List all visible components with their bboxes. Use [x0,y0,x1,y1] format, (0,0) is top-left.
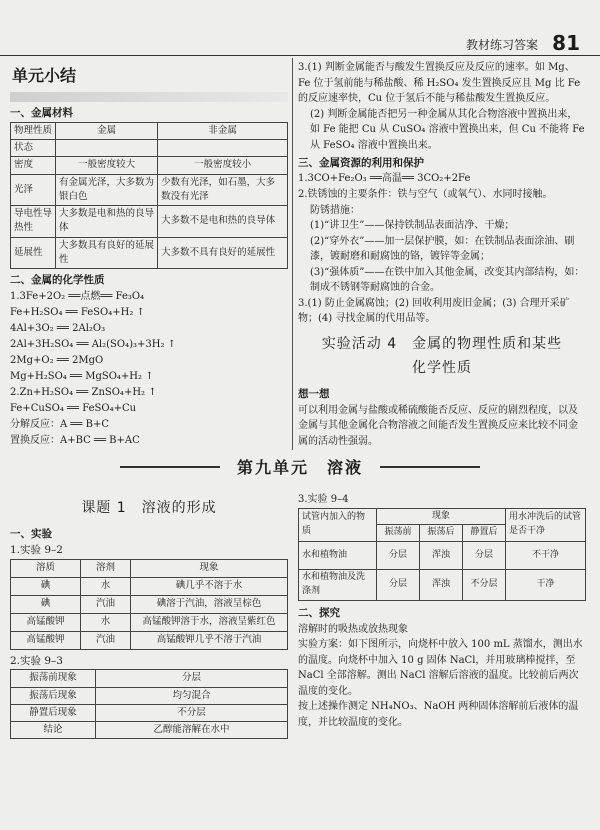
table-row [11,670,288,687]
table-row [11,206,288,238]
cell: 均匀混合 [96,687,288,704]
cell: 大多数不是电和热的良导体 [158,206,288,238]
th: 金属 [56,122,158,139]
table-row [11,140,288,157]
cell: 碘几乎不溶于水 [131,577,288,595]
page-number: 81 [552,31,580,55]
cell: 振荡前现象 [11,670,96,687]
cell: 不干净 [506,542,586,570]
table-row [299,542,586,570]
paragraph: (2) 判断金属能否把另一种金属从其化合物溶液中置换出来，如 Fe 能把 Cu 从 CuSO₄ 溶液中置换出来，但 Cu 不能将 Fe 从 FeSO₄ 溶液中置换出来。 [310,108,585,151]
activity-title-line: 化学性质 [412,359,472,376]
cell: 高锰酸钾几乎不溶于汽油 [131,631,288,649]
paragraph: 溶解时的吸热或放热现象 [298,623,408,635]
cell: 高锰酸钾 [11,613,81,631]
cell: 分层 [377,542,420,570]
th: 试管内加入的物质 [299,508,377,542]
th: 现象 [377,508,506,525]
cell [158,140,288,157]
paragraph: 3.(1) 判断金属能否与酸发生置换反应及反应的速率。如 Mg、Fe 位于氢前能与稀盐酸、稀 H₂SO₄ 发生置换反应且 Mg 比 Fe 的反应速率快，Cu 位于氢后不能与稀盐酸发生置换反应。 [298,62,581,104]
paragraph: (2)“穿外衣”——加一层保护膜，如：在铁制品表面涂油、刷漆，镀耐磨和耐腐蚀的铬，镀锌等金属； [310,235,575,263]
experiment-label: 1.实验 9–2 [10,543,63,556]
table-row [11,157,288,174]
paragraph: 按上述操作测定 NH₄NO₃、NaOH 两种固体溶解前后液体的温度，并比较温度的变化。 [298,701,579,728]
cell: 静置后现象 [11,704,96,721]
equation: Fe+H₂SO₄ ══ FeSO₄+H₂ ↑ [10,306,145,318]
equation: 2.Zn+H₂SO₄ ══ ZnSO₄+H₂ ↑ [10,386,157,398]
lesson-title: 课题 1 溶液的形成 [81,500,217,516]
paragraph: 防锈措施： [310,204,360,216]
equation: 4Al+3O₂ ══ 2Al₂O₃ [10,322,106,334]
table-row [11,704,288,721]
equation: 1.3Fe+2O₂ ══点燃══ Fe₃O₄ [10,290,145,302]
cell: 汽油 [81,631,131,649]
unit-summary-title: 单元小结 [12,66,77,85]
think-heading: 想一想 [298,388,330,401]
cell: 乙醇能溶解在水中 [96,722,288,739]
paragraph: 2.铁锈蚀的主要条件：铁与空气（或氧气）、水同时接触。 [298,189,553,201]
cell: 水 [81,577,131,595]
cell: 干净 [506,570,586,601]
table-row [11,631,288,649]
paragraph: 实验方案：如下图所示，向烧杯中放入 100 mL 蒸馏水，测出水的温度。向烧杯中加入 10 g 固体 NaCl，并用玻璃棒搅拌，至 NaCl 全部溶解。测出 NaCl 溶解后溶液的温度。比较前后两次温度的变化。 [298,639,583,697]
experiment-9-3-table [10,669,288,739]
equation: Fe+CuSO₄ ══ FeSO₄+Cu [10,402,137,414]
cell: 碘溶于汽油，溶液呈棕色 [131,595,288,613]
experiment-9-2-table [10,559,288,650]
paragraph: (1)“讲卫生”——保持铁制品表面洁净、干燥； [310,220,515,232]
right-column-top [298,60,586,449]
cell: 分层 [463,542,506,570]
cell: 碘 [11,595,81,613]
cell: 大多数不具有良好的延展性 [158,237,288,269]
cell: 水 [81,613,131,631]
table-row [11,174,288,206]
cell: 导电性导热性 [11,206,56,238]
right-column-bottom [298,492,586,730]
th: 静置后 [463,525,506,542]
metal-property-table [10,122,288,269]
experiment-label: 3.实验 9–4 [298,494,349,505]
th: 非金属 [158,122,288,139]
cell: 一般密度较大 [56,157,158,174]
th: 现象 [131,559,288,577]
cell: 延展性 [11,237,56,269]
cell: 结论 [11,722,96,739]
cell: 大多数具有良好的延展性 [56,237,158,269]
unit9-title: 第九单元 溶液 [236,458,363,477]
table-row [11,237,288,269]
th: 用水冲洗后的试管是否干净 [506,508,586,542]
section-experiment: 一、实验 [10,528,52,540]
cell: 分层 [96,670,288,687]
equation: 分解反应：A ══ B+C [10,418,109,430]
paragraph: 3.(1) 防止金属腐蚀；(2) 回收利用废旧金属；(3) 合理开采矿物；(4) 寻找金属的代用品等。 [298,297,570,325]
cell: 高锰酸钾溶于水，溶液呈紫红色 [131,613,288,631]
th: 振荡后 [420,525,463,542]
cell: 有金属光泽，大多数为银白色 [56,174,158,206]
title-bar [10,92,288,102]
table-row [11,595,288,613]
table-row [11,577,288,595]
experiment-label: 2.实验 9–3 [10,654,63,667]
cell: 一般密度较小 [158,157,288,174]
page-header [0,26,600,56]
table-row [11,687,288,704]
cell: 水和植物油 [299,542,377,570]
activity-title [298,333,586,381]
equation: 1.3CO+Fe₂O₃ ══高温══ 3CO₂+2Fe [298,173,471,185]
table-row [11,722,288,739]
paragraph: (3)“强体质”——在铁中加入其他金属，改变其内部结构，如：制成不锈钢等耐腐蚀的合金。 [310,266,585,294]
th: 物理性质 [11,122,56,139]
column-divider [292,58,293,450]
section-chemical-properties: 二、金属的化学性质 [10,274,105,286]
experiment-9-4-table [298,508,586,602]
section-metal-resources: 三、金属资源的利用和保护 [298,157,424,169]
equation: Mg+H₂SO₄ ══ MgSO₄+H₂ ↑ [10,370,154,382]
cell: 浑浊 [420,570,463,601]
cell: 高锰酸钾 [11,631,81,649]
equation: 置换反应：A+BC ══ B+AC [10,434,140,446]
cell: 状态 [11,140,56,157]
equation: 2Mg+O₂ ══ 2MgO [10,354,104,366]
cell: 水和植物油及洗涤剂 [299,570,377,601]
section-metal-materials: 一、金属材料 [10,107,73,119]
cell [56,140,158,157]
left-column-top [10,60,288,449]
cell: 光泽 [11,174,56,206]
cell: 汽油 [81,595,131,613]
activity-title-line: 实验活动 4 金属的物理性质和某些 [321,335,563,352]
cell: 密度 [11,157,56,174]
th: 振荡前 [377,525,420,542]
paragraph: 可以利用金属与盐酸或稀硫酸能否反应、反应的剧烈程度，以及金属与其他金属化合物溶液之间能否发生置换反应来比较不同金属的活动性强弱。 [298,404,578,447]
equation: 2Al+3H₂SO₄ ══ Al₂(SO₄)₃+3H₂ ↑ [10,338,177,350]
cell: 不分层 [463,570,506,601]
header-title: 教材练习答案 [465,38,538,52]
cell: 大多数是电和热的良导体 [56,206,158,238]
cell: 少数有光泽，如石墨，大多数没有光泽 [158,174,288,206]
table-row [11,613,288,631]
th: 溶质 [11,559,81,577]
cell: 不分层 [96,704,288,721]
th: 溶剂 [81,559,131,577]
cell: 振荡后现象 [11,687,96,704]
table-row [299,570,586,601]
section-inquiry: 二、探究 [298,607,340,620]
cell: 浑浊 [420,542,463,570]
cell: 碘 [11,577,81,595]
left-column-bottom [10,490,288,739]
cell: 分层 [377,570,420,601]
